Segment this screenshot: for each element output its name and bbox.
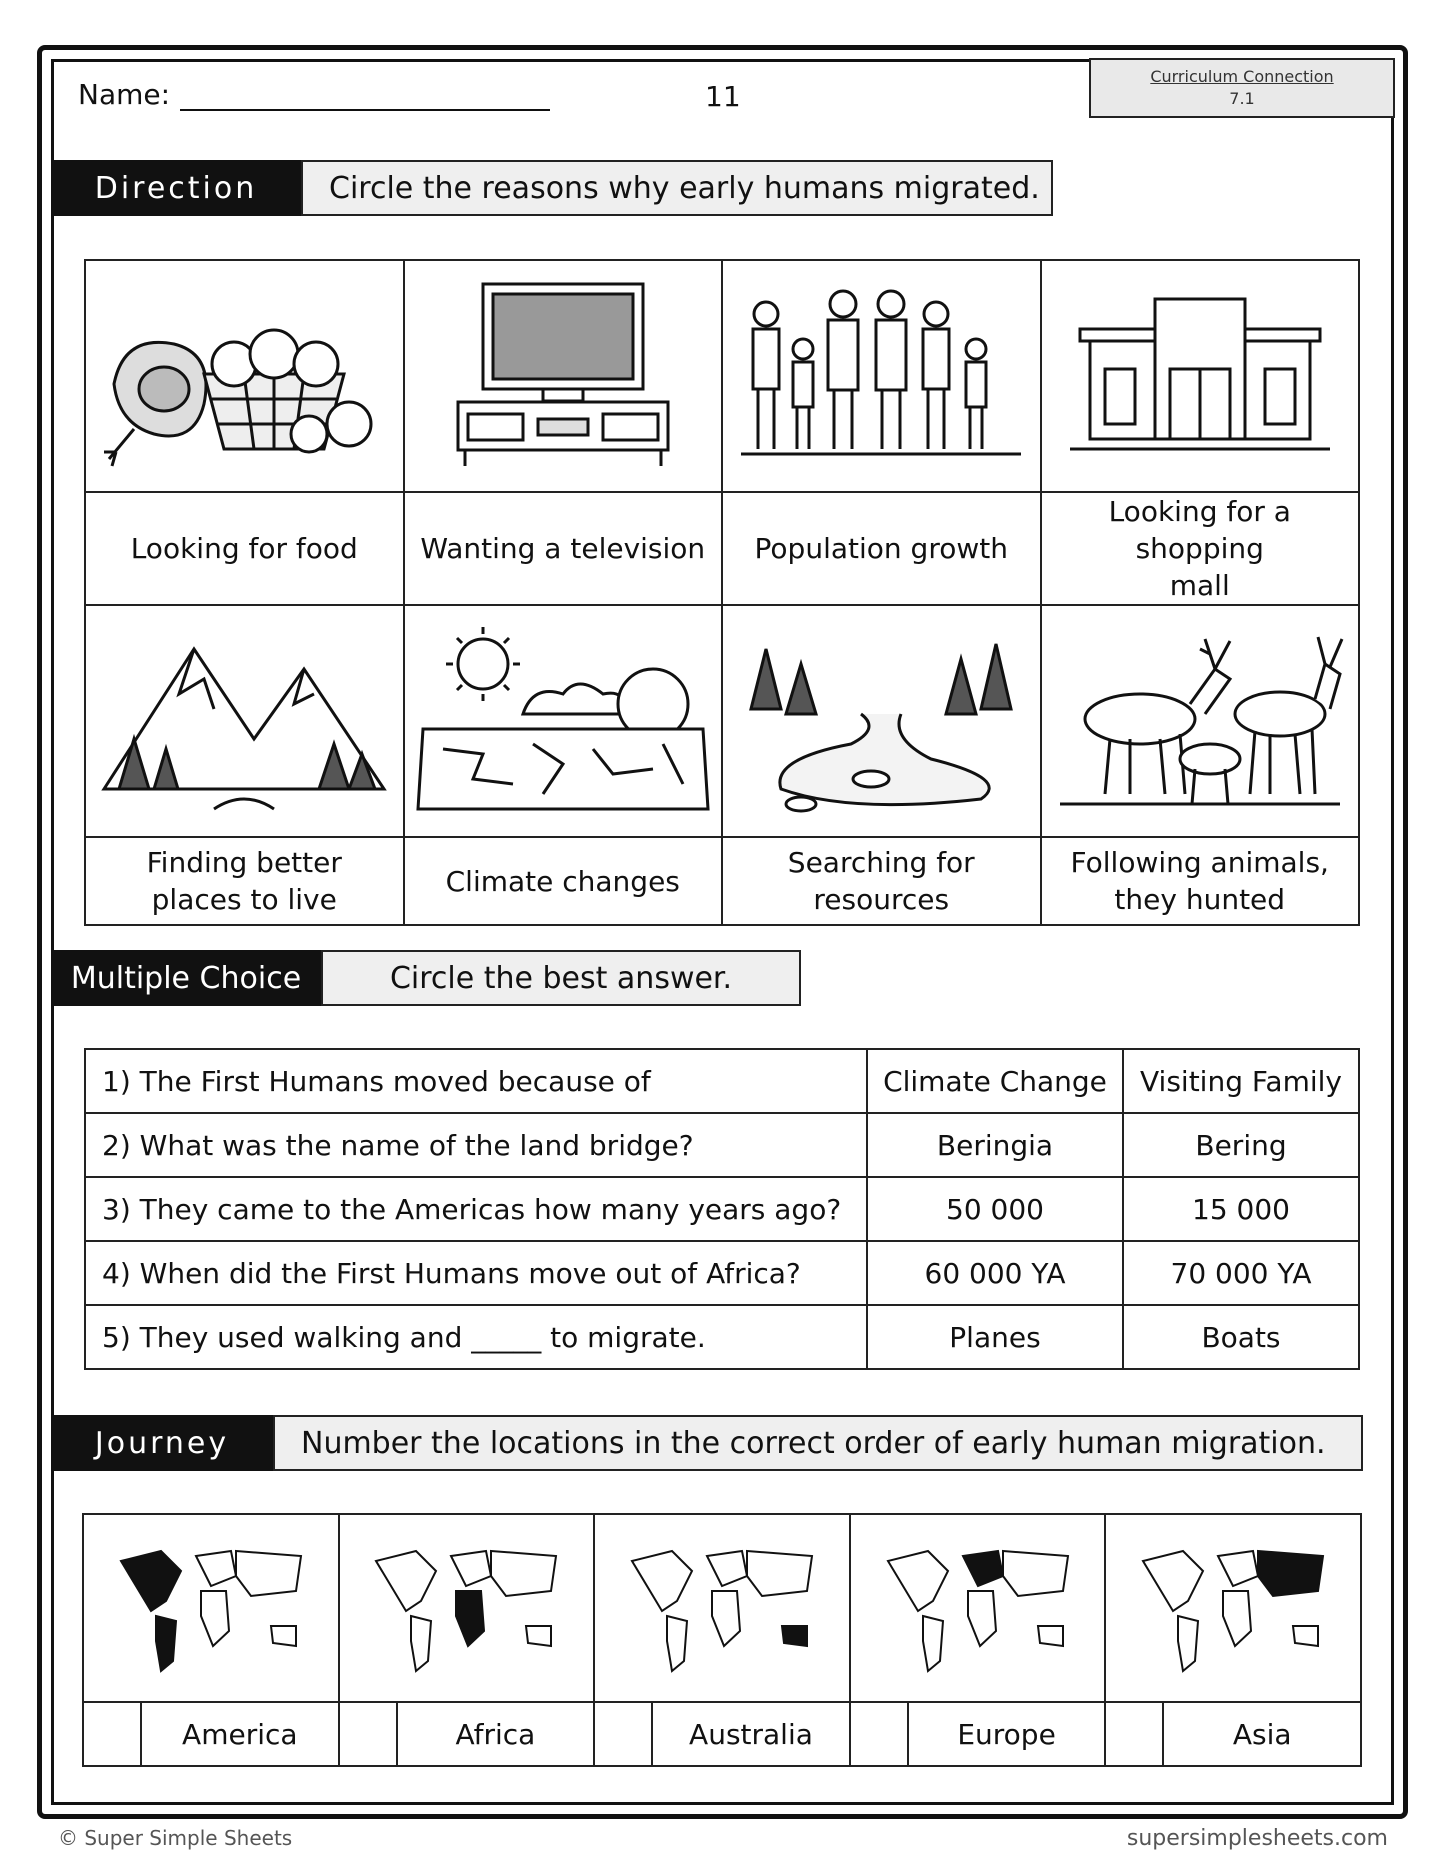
location-label-australia: Australia [652, 1702, 850, 1766]
multiple-choice-instruction: Circle the best answer. [321, 950, 801, 1006]
dry-land-sun-icon [413, 619, 713, 819]
location-label-asia: Asia [1163, 1702, 1361, 1766]
question-row [85, 1305, 1359, 1369]
location-label-africa: Africa [397, 1702, 595, 1766]
question-text: 2) What was the name of the land bridge? [85, 1113, 867, 1177]
option-better-places[interactable] [85, 605, 404, 837]
option-hunting[interactable] [1041, 605, 1360, 837]
number-box-america[interactable] [83, 1702, 141, 1766]
caption-better-places: Finding better places to live [85, 837, 404, 925]
option-television[interactable] [404, 260, 723, 492]
answer-option-a[interactable]: Planes [867, 1305, 1123, 1369]
option-climate[interactable] [404, 605, 723, 837]
location-label-europe: Europe [908, 1702, 1106, 1766]
river-forest-icon [731, 619, 1031, 819]
curriculum-title: Curriculum Connection [1150, 67, 1334, 86]
shopping-mall-icon [1060, 274, 1340, 474]
world-map-asia-icon [1123, 1531, 1343, 1681]
number-box-asia[interactable] [1105, 1702, 1163, 1766]
footer-copyright: © Super Simple Sheets [58, 1826, 293, 1850]
mountains-icon [94, 619, 394, 819]
food-basket-icon [94, 274, 394, 474]
direction-label: Direction [51, 160, 301, 216]
option-resources[interactable] [722, 605, 1041, 837]
question-row [85, 1049, 1359, 1113]
curriculum-connection-box [1089, 58, 1395, 118]
name-line[interactable] [180, 81, 550, 111]
world-map-africa-icon [356, 1531, 576, 1681]
deer-icon [1050, 619, 1350, 819]
map-australia [594, 1514, 850, 1702]
answer-option-a[interactable]: Climate Change [867, 1049, 1123, 1113]
caption-food: Looking for food [85, 492, 404, 605]
question-text: 1) The First Humans moved because of [85, 1049, 867, 1113]
answer-option-b[interactable]: 15 000 [1123, 1177, 1359, 1241]
question-row [85, 1113, 1359, 1177]
name-row [78, 78, 550, 111]
page-number: 11 [705, 80, 741, 113]
multiple-choice-table [84, 1048, 1360, 1370]
name-label: Name: [78, 78, 171, 111]
answer-option-b[interactable]: 70 000 YA [1123, 1241, 1359, 1305]
map-asia [1105, 1514, 1361, 1702]
answer-option-a[interactable]: Beringia [867, 1113, 1123, 1177]
answer-option-a[interactable]: 50 000 [867, 1177, 1123, 1241]
question-text: 4) When did the First Humans move out of Africa? [85, 1241, 867, 1305]
caption-resources: Searching for resources [722, 837, 1041, 925]
curriculum-code: 7.1 [1229, 89, 1255, 108]
option-population[interactable] [722, 260, 1041, 492]
caption-television: Wanting a television [404, 492, 723, 605]
option-food[interactable] [85, 260, 404, 492]
answer-option-b[interactable]: Bering [1123, 1113, 1359, 1177]
direction-instruction: Circle the reasons why early humans migrated. [301, 160, 1053, 216]
journey-label: Journey [51, 1415, 273, 1471]
direction-grid [84, 259, 1360, 926]
multiple-choice-header [51, 950, 801, 1006]
caption-population: Population growth [722, 492, 1041, 605]
world-map-europe-icon [868, 1531, 1088, 1681]
journey-header [51, 1415, 1363, 1471]
question-text: 5) They used walking and _____ to migrate. [85, 1305, 867, 1369]
number-box-australia[interactable] [594, 1702, 652, 1766]
caption-shopping-mall: Looking for a shopping mall [1041, 492, 1360, 605]
question-row [85, 1241, 1359, 1305]
footer-website[interactable]: supersimplesheets.com [1126, 1826, 1388, 1851]
answer-option-b[interactable]: Visiting Family [1123, 1049, 1359, 1113]
number-box-africa[interactable] [339, 1702, 397, 1766]
direction-header [51, 160, 1053, 216]
caption-climate: Climate changes [404, 837, 723, 925]
family-group-icon [731, 274, 1031, 474]
world-map-america-icon [101, 1531, 321, 1681]
answer-option-a[interactable]: 60 000 YA [867, 1241, 1123, 1305]
question-row [85, 1177, 1359, 1241]
multiple-choice-label: Multiple Choice [51, 950, 321, 1006]
answer-option-b[interactable]: Boats [1123, 1305, 1359, 1369]
location-label-america: America [141, 1702, 339, 1766]
option-shopping-mall[interactable] [1041, 260, 1360, 492]
map-europe [850, 1514, 1106, 1702]
journey-table [82, 1513, 1362, 1767]
number-box-europe[interactable] [850, 1702, 908, 1766]
map-africa [339, 1514, 595, 1702]
journey-instruction: Number the locations in the correct order of early human migration. [273, 1415, 1363, 1471]
caption-hunting: Following animals, they hunted [1041, 837, 1360, 925]
map-america [83, 1514, 339, 1702]
world-map-australia-icon [612, 1531, 832, 1681]
television-icon [443, 274, 683, 474]
question-text: 3) They came to the Americas how many years ago? [85, 1177, 867, 1241]
